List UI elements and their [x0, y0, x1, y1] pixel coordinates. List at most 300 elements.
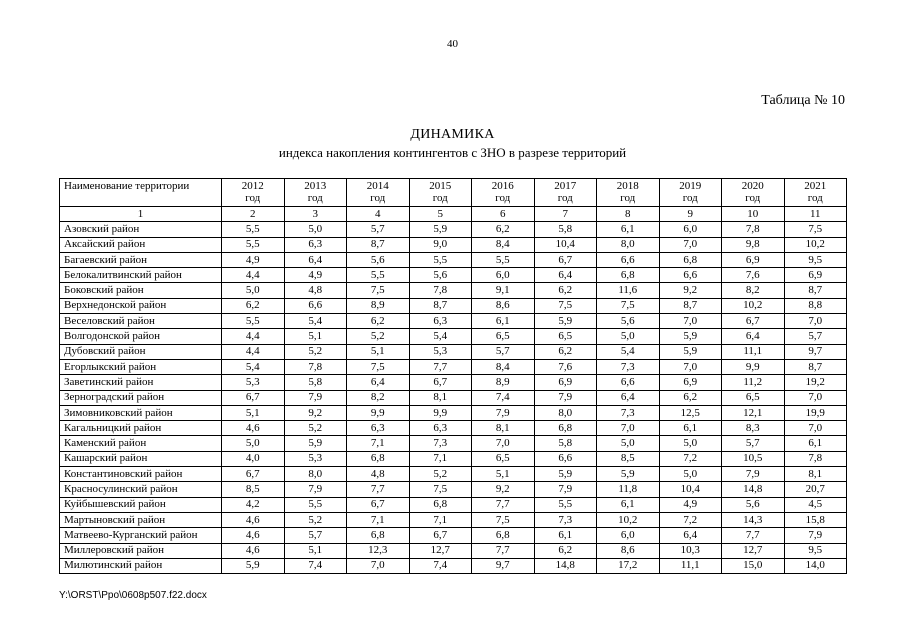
index-value: 7,8 [784, 451, 847, 466]
column-header-label: 2012 [241, 180, 264, 192]
index-value: 7,0 [597, 421, 660, 436]
table-row [60, 390, 847, 405]
index-value: 6,7 [409, 375, 472, 390]
index-value: 6,2 [659, 390, 722, 405]
index-value: 6,2 [534, 283, 597, 298]
index-value: 7,3 [534, 512, 597, 527]
index-value: 8,5 [222, 482, 285, 497]
index-value: 5,2 [284, 421, 347, 436]
index-value: 6,9 [722, 252, 785, 267]
index-value: 7,3 [597, 359, 660, 374]
table-body [60, 207, 847, 574]
column-number: 2 [222, 207, 285, 222]
index-value: 7,6 [722, 268, 785, 283]
index-value: 5,4 [597, 344, 660, 359]
territory-name: Багаевский район [60, 252, 222, 267]
index-value: 6,8 [347, 528, 410, 543]
index-value: 10,3 [659, 543, 722, 558]
index-value: 5,9 [659, 329, 722, 344]
index-value: 7,8 [409, 283, 472, 298]
index-value: 5,9 [659, 344, 722, 359]
index-value: 12,7 [409, 543, 472, 558]
index-value: 6,8 [534, 421, 597, 436]
column-header-year [284, 179, 347, 207]
column-header-sub: год [745, 192, 761, 204]
table-row [60, 512, 847, 527]
index-value: 7,5 [347, 359, 410, 374]
column-header-label: 2016 [491, 180, 514, 192]
index-value: 9,7 [784, 344, 847, 359]
territory-name: Кашарский район [60, 451, 222, 466]
index-value: 7,6 [534, 359, 597, 374]
index-value: 8,1 [409, 390, 472, 405]
column-header-sub: год [495, 192, 511, 204]
index-value: 5,6 [347, 252, 410, 267]
index-value: 6,4 [534, 268, 597, 283]
index-value: 4,6 [222, 543, 285, 558]
column-number: 7 [534, 207, 597, 222]
index-value: 9,9 [347, 405, 410, 420]
column-header-sub: год [370, 192, 386, 204]
index-value: 6,1 [784, 436, 847, 451]
table-row [60, 451, 847, 466]
page-number: 40 [447, 38, 458, 50]
territory-name: Мартыновский район [60, 512, 222, 527]
column-header-year [784, 179, 847, 207]
territory-name: Верхнедонской район [60, 298, 222, 313]
index-value: 5,9 [597, 467, 660, 482]
index-value: 5,5 [472, 252, 535, 267]
column-header-sub: год [557, 192, 573, 204]
column-number: 9 [659, 207, 722, 222]
territory-name: Веселовский район [60, 314, 222, 329]
index-value: 15,8 [784, 512, 847, 527]
index-value: 5,6 [409, 268, 472, 283]
index-value: 8,8 [784, 298, 847, 313]
index-value: 6,8 [347, 451, 410, 466]
index-value: 6,6 [284, 298, 347, 313]
index-value: 11,8 [597, 482, 660, 497]
index-value: 7,9 [784, 528, 847, 543]
column-number: 5 [409, 207, 472, 222]
index-value: 6,1 [534, 528, 597, 543]
column-number: 1 [60, 207, 222, 222]
index-value: 5,6 [597, 314, 660, 329]
index-value: 6,1 [597, 222, 660, 237]
index-value: 7,1 [347, 512, 410, 527]
index-value: 5,7 [347, 222, 410, 237]
index-value: 5,7 [784, 329, 847, 344]
table-row [60, 298, 847, 313]
index-value: 11,1 [722, 344, 785, 359]
column-number: 4 [347, 207, 410, 222]
index-value: 7,7 [472, 497, 535, 512]
index-value: 7,0 [659, 359, 722, 374]
index-value: 5,4 [284, 314, 347, 329]
index-value: 5,8 [534, 222, 597, 237]
index-value: 5,3 [409, 344, 472, 359]
index-value: 5,1 [472, 467, 535, 482]
column-header-label: 2021 [804, 180, 827, 192]
index-value: 5,0 [284, 222, 347, 237]
index-value: 4,5 [784, 497, 847, 512]
index-value: 10,4 [659, 482, 722, 497]
index-value: 7,5 [347, 283, 410, 298]
index-value: 12,5 [659, 405, 722, 420]
table-row [60, 421, 847, 436]
index-value: 6,8 [659, 252, 722, 267]
index-value: 6,0 [659, 222, 722, 237]
index-value: 4,4 [222, 329, 285, 344]
index-value: 11,1 [659, 558, 722, 573]
index-value: 6,4 [347, 375, 410, 390]
column-header-year [534, 179, 597, 207]
table-row [60, 268, 847, 283]
index-value: 4,6 [222, 528, 285, 543]
index-value: 6,9 [659, 375, 722, 390]
index-value: 7,9 [284, 390, 347, 405]
index-value: 7,3 [597, 405, 660, 420]
territory-name: Аксайский район [60, 237, 222, 252]
index-value: 8,2 [347, 390, 410, 405]
index-value: 14,0 [784, 558, 847, 573]
index-value: 5,4 [409, 329, 472, 344]
index-value: 8,7 [784, 283, 847, 298]
index-value: 19,9 [784, 405, 847, 420]
index-value: 6,4 [659, 528, 722, 543]
index-value: 6,9 [784, 268, 847, 283]
index-value: 6,3 [284, 237, 347, 252]
index-value: 12,7 [722, 543, 785, 558]
index-value: 8,5 [597, 451, 660, 466]
index-value: 9,2 [284, 405, 347, 420]
column-number-row [60, 207, 847, 222]
column-header-sub: год [307, 192, 323, 204]
index-value: 17,2 [597, 558, 660, 573]
index-value: 4,8 [347, 467, 410, 482]
index-value: 7,7 [722, 528, 785, 543]
index-value: 7,5 [534, 298, 597, 313]
index-value: 8,0 [534, 405, 597, 420]
index-value: 5,6 [722, 497, 785, 512]
index-value: 6,1 [659, 421, 722, 436]
index-value: 7,5 [409, 482, 472, 497]
index-value: 7,1 [347, 436, 410, 451]
index-value: 5,2 [284, 512, 347, 527]
column-header-year [222, 179, 285, 207]
index-value: 8,6 [472, 298, 535, 313]
index-value: 8,4 [472, 237, 535, 252]
index-value: 4,6 [222, 512, 285, 527]
table-row [60, 482, 847, 497]
territory-name: Зерноградский район [60, 390, 222, 405]
index-value: 6,5 [722, 390, 785, 405]
index-value: 6,7 [534, 252, 597, 267]
territory-name: Матвеево-Курганский район [60, 528, 222, 543]
index-value: 5,8 [284, 375, 347, 390]
index-value: 12,3 [347, 543, 410, 558]
index-value: 9,5 [784, 252, 847, 267]
index-value: 7,0 [347, 558, 410, 573]
footer-file-path: Y:\ORST\Ppo\0608p507.f22.docx [59, 590, 207, 601]
index-value: 5,5 [222, 237, 285, 252]
index-value: 8,1 [472, 421, 535, 436]
index-value: 5,8 [534, 436, 597, 451]
territory-name: Милютинский район [60, 558, 222, 573]
column-header-sub: год [245, 192, 261, 204]
index-value: 9,9 [722, 359, 785, 374]
index-value: 5,3 [284, 451, 347, 466]
index-value: 6,6 [597, 252, 660, 267]
index-value: 7,5 [784, 222, 847, 237]
index-value: 6,5 [472, 451, 535, 466]
index-value: 7,7 [409, 359, 472, 374]
index-value: 6,8 [597, 268, 660, 283]
index-value: 7,0 [659, 314, 722, 329]
index-value: 20,7 [784, 482, 847, 497]
column-header-label: 2013 [304, 180, 327, 192]
index-value: 12,1 [722, 405, 785, 420]
index-value: 9,1 [472, 283, 535, 298]
index-value: 6,9 [534, 375, 597, 390]
document-title: ДИНАМИКА [410, 127, 495, 142]
data-table [59, 178, 847, 574]
index-value: 9,9 [409, 405, 472, 420]
index-value: 14,3 [722, 512, 785, 527]
column-header-name [60, 179, 222, 207]
index-value: 7,7 [472, 543, 535, 558]
table-row [60, 283, 847, 298]
index-value: 6,2 [472, 222, 535, 237]
index-value: 5,0 [222, 283, 285, 298]
index-value: 7,4 [284, 558, 347, 573]
index-value: 8,9 [347, 298, 410, 313]
index-value: 4,4 [222, 268, 285, 283]
column-header-sub: год [620, 192, 636, 204]
index-value: 5,3 [222, 375, 285, 390]
index-value: 9,5 [784, 543, 847, 558]
index-value: 4,8 [284, 283, 347, 298]
index-value: 6,7 [722, 314, 785, 329]
index-value: 6,4 [597, 390, 660, 405]
index-value: 7,0 [784, 421, 847, 436]
index-value: 4,9 [222, 252, 285, 267]
index-value: 7,1 [409, 512, 472, 527]
index-value: 6,1 [597, 497, 660, 512]
table-row [60, 314, 847, 329]
index-value: 6,3 [409, 421, 472, 436]
index-value: 6,5 [534, 329, 597, 344]
index-value: 7,2 [659, 451, 722, 466]
index-value: 7,7 [347, 482, 410, 497]
index-value: 19,2 [784, 375, 847, 390]
table-row [60, 375, 847, 390]
index-value: 15,0 [722, 558, 785, 573]
index-value: 8,0 [284, 467, 347, 482]
index-value: 5,1 [284, 329, 347, 344]
index-value: 5,2 [347, 329, 410, 344]
index-value: 8,7 [409, 298, 472, 313]
index-value: 5,7 [472, 344, 535, 359]
column-header-year [722, 179, 785, 207]
territory-name: Миллеровский район [60, 543, 222, 558]
territory-name: Егорлыкский район [60, 359, 222, 374]
index-value: 5,0 [597, 329, 660, 344]
index-value: 8,9 [472, 375, 535, 390]
index-value: 6,8 [472, 528, 535, 543]
column-header-label: 2015 [429, 180, 452, 192]
index-value: 5,2 [284, 344, 347, 359]
index-value: 6,2 [347, 314, 410, 329]
index-value: 6,5 [472, 329, 535, 344]
index-value: 4,0 [222, 451, 285, 466]
index-value: 8,3 [722, 421, 785, 436]
index-value: 5,7 [722, 436, 785, 451]
index-value: 7,0 [784, 314, 847, 329]
index-value: 5,9 [534, 314, 597, 329]
column-header-year [409, 179, 472, 207]
index-value: 6,7 [409, 528, 472, 543]
index-value: 5,1 [284, 543, 347, 558]
index-value: 7,9 [534, 390, 597, 405]
territory-name: Куйбышевский район [60, 497, 222, 512]
index-value: 10,2 [784, 237, 847, 252]
column-header-year [472, 179, 535, 207]
table-header [60, 179, 847, 207]
index-value: 6,2 [534, 543, 597, 558]
index-value: 6,4 [722, 329, 785, 344]
index-value: 7,5 [597, 298, 660, 313]
column-number: 11 [784, 207, 847, 222]
index-value: 11,6 [597, 283, 660, 298]
column-header-label: 2014 [366, 180, 389, 192]
index-value: 9,7 [472, 558, 535, 573]
index-value: 6,6 [597, 375, 660, 390]
index-value: 7,8 [284, 359, 347, 374]
table-row [60, 344, 847, 359]
index-value: 5,5 [534, 497, 597, 512]
table-row [60, 405, 847, 420]
index-value: 5,0 [659, 467, 722, 482]
index-value: 9,0 [409, 237, 472, 252]
table-row [60, 467, 847, 482]
index-value: 4,6 [222, 421, 285, 436]
table-row [60, 436, 847, 451]
index-value: 7,9 [534, 482, 597, 497]
index-value: 9,2 [472, 482, 535, 497]
index-value: 7,1 [409, 451, 472, 466]
index-value: 7,4 [409, 558, 472, 573]
index-value: 5,9 [534, 467, 597, 482]
column-number: 3 [284, 207, 347, 222]
index-value: 10,2 [597, 512, 660, 527]
index-value: 5,9 [284, 436, 347, 451]
header-row [60, 179, 847, 207]
index-value: 5,5 [222, 222, 285, 237]
table-row [60, 329, 847, 344]
index-value: 14,8 [534, 558, 597, 573]
territory-name: Каменский район [60, 436, 222, 451]
index-value: 7,9 [284, 482, 347, 497]
column-header-sub: год [432, 192, 448, 204]
index-value: 7,8 [722, 222, 785, 237]
index-value: 5,0 [659, 436, 722, 451]
territory-name: Кагальницкий район [60, 421, 222, 436]
index-value: 5,5 [222, 314, 285, 329]
index-value: 5,4 [222, 359, 285, 374]
index-value: 6,8 [409, 497, 472, 512]
column-header-label: 2017 [554, 180, 577, 192]
index-value: 8,4 [472, 359, 535, 374]
index-value: 5,0 [597, 436, 660, 451]
index-value: 4,2 [222, 497, 285, 512]
column-header-year [597, 179, 660, 207]
territory-name: Красносулинский район [60, 482, 222, 497]
index-value: 10,4 [534, 237, 597, 252]
index-value: 7,0 [659, 237, 722, 252]
index-value: 6,2 [534, 344, 597, 359]
index-value: 5,1 [222, 405, 285, 420]
index-value: 10,2 [722, 298, 785, 313]
document-subtitle: индекса накопления контингентов с ЗНО в разрезе территорий [278, 145, 627, 160]
territory-name: Азовский район [60, 222, 222, 237]
index-value: 6,0 [597, 528, 660, 543]
column-number: 10 [722, 207, 785, 222]
table-row [60, 558, 847, 573]
index-value: 6,2 [222, 298, 285, 313]
table-label: Таблица № 10 [761, 93, 845, 108]
index-value: 7,4 [472, 390, 535, 405]
index-value: 5,2 [409, 467, 472, 482]
index-value: 9,2 [659, 283, 722, 298]
index-value: 6,3 [347, 421, 410, 436]
index-value: 5,7 [284, 528, 347, 543]
territory-name: Дубовский район [60, 344, 222, 359]
column-header-label: 2018 [616, 180, 639, 192]
index-value: 5,9 [409, 222, 472, 237]
table-row [60, 222, 847, 237]
territory-name: Зимовниковский район [60, 405, 222, 420]
table-row [60, 252, 847, 267]
index-value: 5,9 [222, 558, 285, 573]
territory-name: Заветинский район [60, 375, 222, 390]
index-value: 7,5 [472, 512, 535, 527]
index-value: 5,5 [347, 268, 410, 283]
column-header-sub: год [682, 192, 698, 204]
index-value: 5,5 [409, 252, 472, 267]
column-header-label: 2019 [679, 180, 702, 192]
territory-name: Белокалитвинский район [60, 268, 222, 283]
index-value: 8,0 [597, 237, 660, 252]
index-value: 8,6 [597, 543, 660, 558]
index-value: 11,2 [722, 375, 785, 390]
index-value: 9,8 [722, 237, 785, 252]
index-value: 4,4 [222, 344, 285, 359]
index-value: 6,7 [222, 467, 285, 482]
index-value: 7,2 [659, 512, 722, 527]
index-value: 4,9 [284, 268, 347, 283]
index-value: 6,1 [472, 314, 535, 329]
index-value: 8,7 [347, 237, 410, 252]
index-value: 6,6 [659, 268, 722, 283]
column-number: 8 [597, 207, 660, 222]
index-value: 10,5 [722, 451, 785, 466]
index-value: 6,3 [409, 314, 472, 329]
column-header-label: Наименование территории [64, 180, 190, 192]
territory-name: Боковский район [60, 283, 222, 298]
table-row [60, 359, 847, 374]
table-row [60, 543, 847, 558]
